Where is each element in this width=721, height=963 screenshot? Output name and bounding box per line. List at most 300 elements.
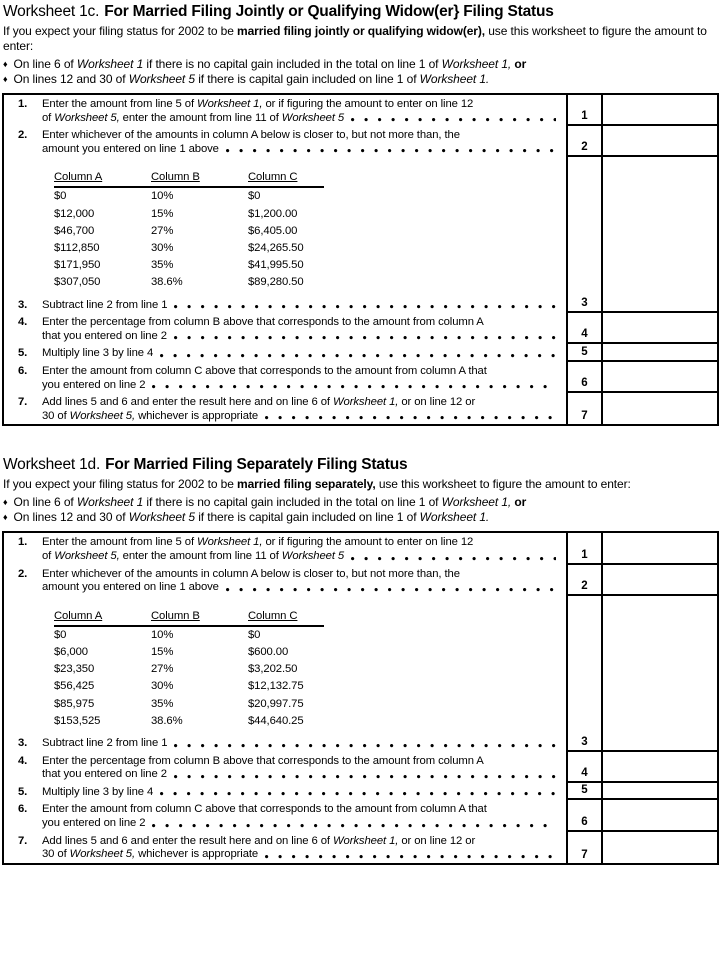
line-number-cell: 1 [566, 533, 601, 564]
item-line [42, 568, 558, 582]
line-number-cell: 7 [566, 393, 601, 424]
item-line [42, 299, 558, 313]
bullet-text [14, 495, 527, 510]
text-segment: Worksheet 5, [54, 111, 120, 124]
abc-cell: 38.6% [151, 714, 183, 727]
abc-table-cell [4, 157, 566, 295]
abc-cell: $600.00 [248, 645, 289, 658]
item-line-text [42, 835, 475, 849]
line-number-cell: 2 [566, 565, 601, 596]
text-segment: Worksheet 1, [332, 834, 399, 847]
item-text-cell [4, 565, 566, 596]
item-lines [42, 365, 558, 392]
item-number: 2. [18, 129, 28, 142]
dot-leader [174, 299, 556, 313]
item-line-text [42, 143, 219, 157]
item-lines [42, 786, 558, 800]
item-text-cell [4, 533, 566, 564]
item-line-text [42, 379, 145, 393]
abc-cell: 35% [151, 259, 174, 272]
item-line [42, 143, 558, 157]
text-segment: Worksheet 5, [69, 409, 136, 422]
item-text-cell [4, 800, 566, 831]
text-segment: or [514, 495, 527, 510]
abc-row [54, 696, 324, 713]
text-segment: On line 6 of [13, 495, 77, 510]
abc-row [54, 627, 324, 644]
bullet-text [14, 57, 527, 72]
worksheet-title-main: For Married Filing Separately Filing Status [105, 456, 408, 474]
abc-cell: 15% [151, 207, 174, 220]
worksheet-item [18, 365, 558, 392]
abc-header-cell: Column C [248, 171, 298, 184]
abc-row [54, 661, 324, 678]
intro-text [3, 477, 715, 492]
item-line-text [42, 330, 167, 344]
abc-cell: 30% [151, 680, 174, 693]
text-segment: or on line 12 or [398, 834, 476, 847]
abc-cell: $3,202.50 [248, 663, 298, 676]
dot-leader [265, 848, 556, 862]
text-segment: On line 6 of [13, 57, 77, 71]
item-number: 6. [18, 803, 28, 816]
entry-cell [601, 362, 717, 393]
abc-row [54, 678, 324, 695]
dot-leader [160, 786, 556, 800]
bullet-text [14, 510, 490, 525]
item-text-cell [4, 296, 566, 314]
abc-cell: $85,975 [54, 697, 95, 710]
bullet-list [3, 57, 719, 87]
text-segment: or [514, 57, 527, 71]
abc-cell: $1,200.00 [248, 207, 298, 220]
entry-cell [601, 832, 717, 863]
text-segment: that you entered on line 2 [42, 768, 167, 781]
text-segment: Enter the percentage from column B above that corresponds to the amount from column A [42, 754, 484, 767]
abc-cell: $12,000 [54, 207, 95, 220]
text-segment: you entered on line 2 [42, 816, 146, 829]
worksheet-item [18, 568, 558, 595]
item-number: 4. [18, 754, 28, 767]
item-number: 6. [18, 364, 28, 377]
item-lines [42, 347, 558, 361]
bullet-item [3, 72, 719, 87]
item-number: 7. [18, 834, 28, 847]
item-number: 5. [18, 347, 28, 360]
abc-cell: $12,132.75 [248, 680, 304, 693]
dot-leader [174, 768, 556, 782]
abc-table [54, 609, 324, 730]
abc-cell: $41,995.50 [248, 259, 304, 272]
text-segment: Enter whichever of the amounts in column A below is closer to, but not more than, the [42, 567, 460, 580]
entry-cell [601, 565, 717, 596]
item-line-text [42, 396, 475, 410]
abc-row [54, 274, 324, 291]
text-segment: whichever is appropriate [135, 848, 259, 861]
abc-cell: $0 [248, 628, 261, 641]
abc-header-cell: Column B [151, 609, 200, 622]
text-segment: Worksheet 5, [69, 848, 136, 861]
item-lines [42, 98, 558, 125]
item-text-cell [4, 362, 566, 393]
text-segment: Worksheet 1, [332, 396, 399, 409]
text-segment: Worksheet 1, [441, 495, 512, 510]
worksheet-item [18, 129, 558, 156]
item-text-cell [4, 832, 566, 863]
text-segment: 30 of [42, 409, 70, 422]
item-line [42, 737, 558, 751]
text-segment: Worksheet 1. [419, 510, 490, 525]
text-segment: married filing separately, [237, 477, 376, 492]
text-segment: amount you entered on line 1 above [42, 142, 219, 155]
text-segment: Add lines 5 and 6 and enter the result here and on line 6 of [42, 834, 333, 847]
text-segment: enter the amount from line 11 of [119, 111, 282, 124]
line-number-cell: 3 [566, 734, 601, 752]
text-segment: Enter whichever of the amounts in column A below is closer to, but not more than, the [42, 129, 460, 142]
item-line-text [42, 365, 487, 379]
entry-cell [601, 752, 717, 783]
text-segment: Worksheet 1 [76, 495, 144, 510]
abc-cell: 27% [151, 663, 174, 676]
abc-cell: $0 [54, 628, 67, 641]
text-segment: 30 of [42, 848, 70, 861]
abc-header-row [54, 609, 324, 627]
entry-cell [601, 344, 717, 362]
item-line-text [42, 316, 484, 330]
dot-leader [174, 330, 556, 344]
item-text-cell [4, 752, 566, 783]
item-line-text [42, 768, 167, 782]
text-segment: Enter the percentage from column B above that corresponds to the amount from column A [42, 316, 484, 329]
line-number-cell: 5 [566, 783, 601, 801]
abc-cell: $23,350 [54, 663, 95, 676]
entry-cell [601, 783, 717, 801]
item-text-cell [4, 393, 566, 424]
intro-text [3, 24, 715, 54]
item-line-text [42, 755, 484, 769]
abc-cell: $24,265.50 [248, 241, 304, 254]
item-line [42, 536, 558, 550]
text-segment: if there is no capital gain included in the total on line 1 of [143, 57, 442, 71]
line-number-cell: 2 [566, 126, 601, 157]
abc-cell: 38.6% [151, 276, 183, 289]
worksheet-table [2, 531, 719, 864]
bullet-text [14, 72, 490, 87]
abc-header-cell: Column C [248, 609, 298, 622]
item-line [42, 129, 558, 143]
item-line [42, 581, 558, 595]
item-line-text [42, 803, 487, 817]
text-segment: amount you entered on line 1 above [42, 581, 219, 594]
text-segment: of [42, 549, 55, 562]
text-segment: if there is no capital gain included in the total on line 1 of [143, 495, 442, 510]
text-segment: If you expect your filing status for 2002 to be [3, 24, 238, 38]
abc-table-cell [4, 596, 566, 734]
item-text-cell [4, 313, 566, 344]
bullet-item [3, 495, 719, 510]
dot-leader [226, 143, 556, 157]
worksheet-item [18, 786, 558, 800]
text-segment: Multiply line 3 by line 4 [42, 347, 154, 360]
abc-row [54, 206, 324, 223]
worksheet-item [18, 755, 558, 782]
line-number-cell: 3 [566, 296, 601, 314]
text-segment: or on line 12 or [398, 396, 476, 409]
entry-cell [601, 393, 717, 424]
worksheet-item [18, 737, 558, 751]
line-number-cell: 6 [566, 362, 601, 393]
abc-row [54, 223, 324, 240]
item-line-text [42, 568, 460, 582]
line-number-cell [566, 596, 601, 734]
text-segment: Worksheet 5 [281, 111, 345, 124]
item-number: 1. [18, 98, 28, 110]
text-segment: Subtract line 2 from line 1 [42, 736, 168, 749]
line-number-cell [566, 157, 601, 295]
abc-header-cell: Column A [54, 609, 103, 622]
worksheet-title-prefix: Worksheet 1c. [3, 3, 100, 20]
line-number-cell: 7 [566, 832, 601, 863]
item-line [42, 755, 558, 769]
worksheet-1c-section [2, 2, 719, 426]
abc-header-row [54, 170, 324, 188]
text-segment: Worksheet 1, [441, 57, 512, 71]
text-segment: Worksheet 1. [419, 72, 490, 86]
item-number: 7. [18, 396, 28, 409]
item-number: 2. [18, 567, 28, 580]
diamond-bullet-icon: ♦ [3, 512, 8, 523]
item-number: 4. [18, 316, 28, 329]
abc-row [54, 257, 324, 274]
dot-leader [152, 817, 556, 831]
abc-cell: $307,050 [54, 276, 101, 289]
abc-row [54, 713, 324, 730]
abc-cell: 27% [151, 224, 174, 237]
text-segment: whichever is appropriate [135, 409, 259, 422]
abc-cell: $89,280.50 [248, 276, 304, 289]
text-segment: use this worksheet to figure the amount to enter: [3, 24, 707, 53]
item-line [42, 112, 558, 126]
item-text-cell [4, 344, 566, 362]
abc-cell: $46,700 [54, 224, 95, 237]
bullet-item [3, 57, 719, 72]
item-line-text [42, 786, 153, 800]
worksheet-title-prefix: Worksheet 1d. [3, 456, 101, 474]
item-line [42, 835, 558, 849]
text-segment: Enter the amount from line 5 of [42, 98, 198, 110]
item-line [42, 330, 558, 344]
abc-row [54, 644, 324, 661]
item-line-text [42, 581, 219, 595]
text-segment: enter the amount from line 11 of [119, 549, 282, 562]
dot-leader [351, 112, 556, 126]
bullet-item [3, 510, 719, 525]
item-line-text [42, 347, 153, 361]
diamond-bullet-icon: ♦ [3, 74, 8, 84]
entry-cell [601, 95, 717, 126]
dot-leader [152, 379, 556, 393]
text-segment: Worksheet 5, [54, 549, 120, 562]
entry-cell [601, 596, 717, 734]
item-number: 3. [18, 298, 28, 311]
item-line [42, 550, 558, 564]
text-segment: married filing jointly or qualifying widow(er), [237, 24, 485, 38]
diamond-bullet-icon: ♦ [3, 59, 8, 69]
entry-cell [601, 734, 717, 752]
abc-cell: $6,000 [54, 645, 88, 658]
item-lines [42, 299, 558, 313]
item-line [42, 396, 558, 410]
item-lines [42, 316, 558, 343]
item-line [42, 379, 558, 393]
item-lines [42, 129, 558, 156]
item-line-text [42, 848, 258, 862]
entry-cell [601, 533, 717, 564]
dot-leader [226, 581, 556, 595]
abc-cell: $6,405.00 [248, 224, 298, 237]
text-segment: if there is capital gain included on line 1 of [194, 72, 420, 86]
abc-table [54, 170, 324, 291]
abc-row [54, 240, 324, 257]
item-text-cell [4, 734, 566, 752]
abc-cell: 15% [151, 645, 174, 658]
entry-cell [601, 157, 717, 295]
item-lines [42, 755, 558, 782]
item-lines [42, 803, 558, 830]
abc-cell: 35% [151, 697, 174, 710]
item-line-text [42, 410, 258, 424]
abc-cell: $171,950 [54, 259, 101, 272]
item-line [42, 316, 558, 330]
worksheet-title [3, 455, 719, 474]
text-segment: On lines 12 and 30 of [13, 72, 129, 86]
item-line [42, 347, 558, 361]
line-number-cell: 4 [566, 313, 601, 344]
item-line [42, 817, 558, 831]
entry-cell [601, 800, 717, 831]
abc-header-cell: Column B [151, 171, 200, 184]
item-lines [42, 835, 558, 862]
item-line-text [42, 536, 473, 550]
item-line [42, 768, 558, 782]
text-segment: or if figuring the amount to enter on line 12 [262, 536, 474, 549]
text-segment: Worksheet 5 [281, 549, 345, 562]
item-lines [42, 737, 558, 751]
dot-leader [160, 347, 556, 361]
item-number: 1. [18, 536, 28, 549]
dot-leader [351, 550, 556, 564]
line-number-cell: 5 [566, 344, 601, 362]
worksheet-item [18, 347, 558, 361]
text-segment: that you entered on line 2 [42, 329, 167, 342]
item-line-text [42, 737, 167, 751]
abc-cell: 10% [151, 628, 174, 641]
abc-cell: $112,850 [54, 241, 100, 254]
worksheet-item [18, 803, 558, 830]
abc-row [54, 188, 324, 205]
item-line [42, 803, 558, 817]
text-segment: you entered on line 2 [42, 378, 146, 391]
bullet-list [3, 495, 719, 525]
worksheet-item [18, 396, 558, 423]
worksheet-title [3, 2, 719, 21]
text-segment: Worksheet 5 [128, 72, 195, 86]
entry-cell [601, 126, 717, 157]
abc-header-cell: Column A [54, 171, 103, 184]
abc-cell: $0 [248, 190, 261, 203]
text-segment: If you expect your filing status for 2002 to be [3, 477, 238, 492]
worksheet-item [18, 316, 558, 343]
item-number: 3. [18, 736, 28, 749]
text-segment: of [42, 111, 55, 124]
abc-cell: 10% [151, 190, 174, 203]
item-text-cell [4, 126, 566, 157]
text-segment: Subtract line 2 from line 1 [42, 298, 168, 311]
dot-leader [265, 410, 556, 424]
item-lines [42, 568, 558, 595]
worksheet-title-main: For Married Filing Jointly or Qualifying Widow(er} Filing Status [104, 3, 554, 20]
item-line-text [42, 98, 473, 112]
text-segment: Worksheet 1, [197, 98, 263, 110]
line-number-cell: 6 [566, 800, 601, 831]
abc-cell: $44,640.25 [248, 714, 304, 727]
text-segment: Multiply line 3 by line 4 [42, 785, 154, 798]
entry-cell [601, 313, 717, 344]
worksheet-item [18, 98, 558, 125]
abc-cell: $56,425 [54, 680, 95, 693]
text-segment: Enter the amount from line 5 of [42, 536, 198, 549]
item-line-text [42, 299, 167, 313]
text-segment: Worksheet 1 [76, 57, 144, 71]
item-line-text [42, 550, 344, 564]
worksheet-item [18, 299, 558, 313]
worksheet-item [18, 536, 558, 563]
item-text-cell [4, 95, 566, 126]
abc-cell: 30% [151, 241, 174, 254]
abc-cell: $20,997.75 [248, 697, 304, 710]
text-segment: On lines 12 and 30 of [13, 510, 129, 525]
item-line [42, 365, 558, 379]
entry-cell [601, 296, 717, 314]
text-segment: Add lines 5 and 6 and enter the result here and on line 6 of [42, 396, 333, 409]
text-segment: Enter the amount from column C above that corresponds to the amount from column A that [42, 364, 487, 377]
item-line-text [42, 817, 145, 831]
worksheet-table [2, 93, 719, 426]
item-line-text [42, 112, 344, 126]
item-line [42, 786, 558, 800]
abc-cell: $153,525 [54, 714, 101, 727]
item-number: 5. [18, 785, 28, 798]
item-line [42, 410, 558, 424]
worksheet-1d-section [2, 455, 719, 864]
dot-leader [174, 737, 556, 751]
item-text-cell [4, 783, 566, 801]
item-line [42, 848, 558, 862]
worksheet-item [18, 835, 558, 862]
text-segment: or if figuring the amount to enter on line 12 [262, 98, 474, 110]
diamond-bullet-icon: ♦ [3, 497, 8, 508]
text-segment: use this worksheet to figure the amount to enter: [375, 477, 631, 492]
item-line-text [42, 129, 460, 143]
text-segment: Worksheet 1, [197, 536, 263, 549]
text-segment: Enter the amount from column C above that corresponds to the amount from column A that [42, 803, 487, 816]
line-number-cell: 1 [566, 95, 601, 126]
text-segment: if there is capital gain included on line 1 of [194, 510, 420, 525]
item-lines [42, 396, 558, 423]
line-number-cell: 4 [566, 752, 601, 783]
item-lines [42, 536, 558, 563]
abc-cell: $0 [54, 190, 67, 203]
